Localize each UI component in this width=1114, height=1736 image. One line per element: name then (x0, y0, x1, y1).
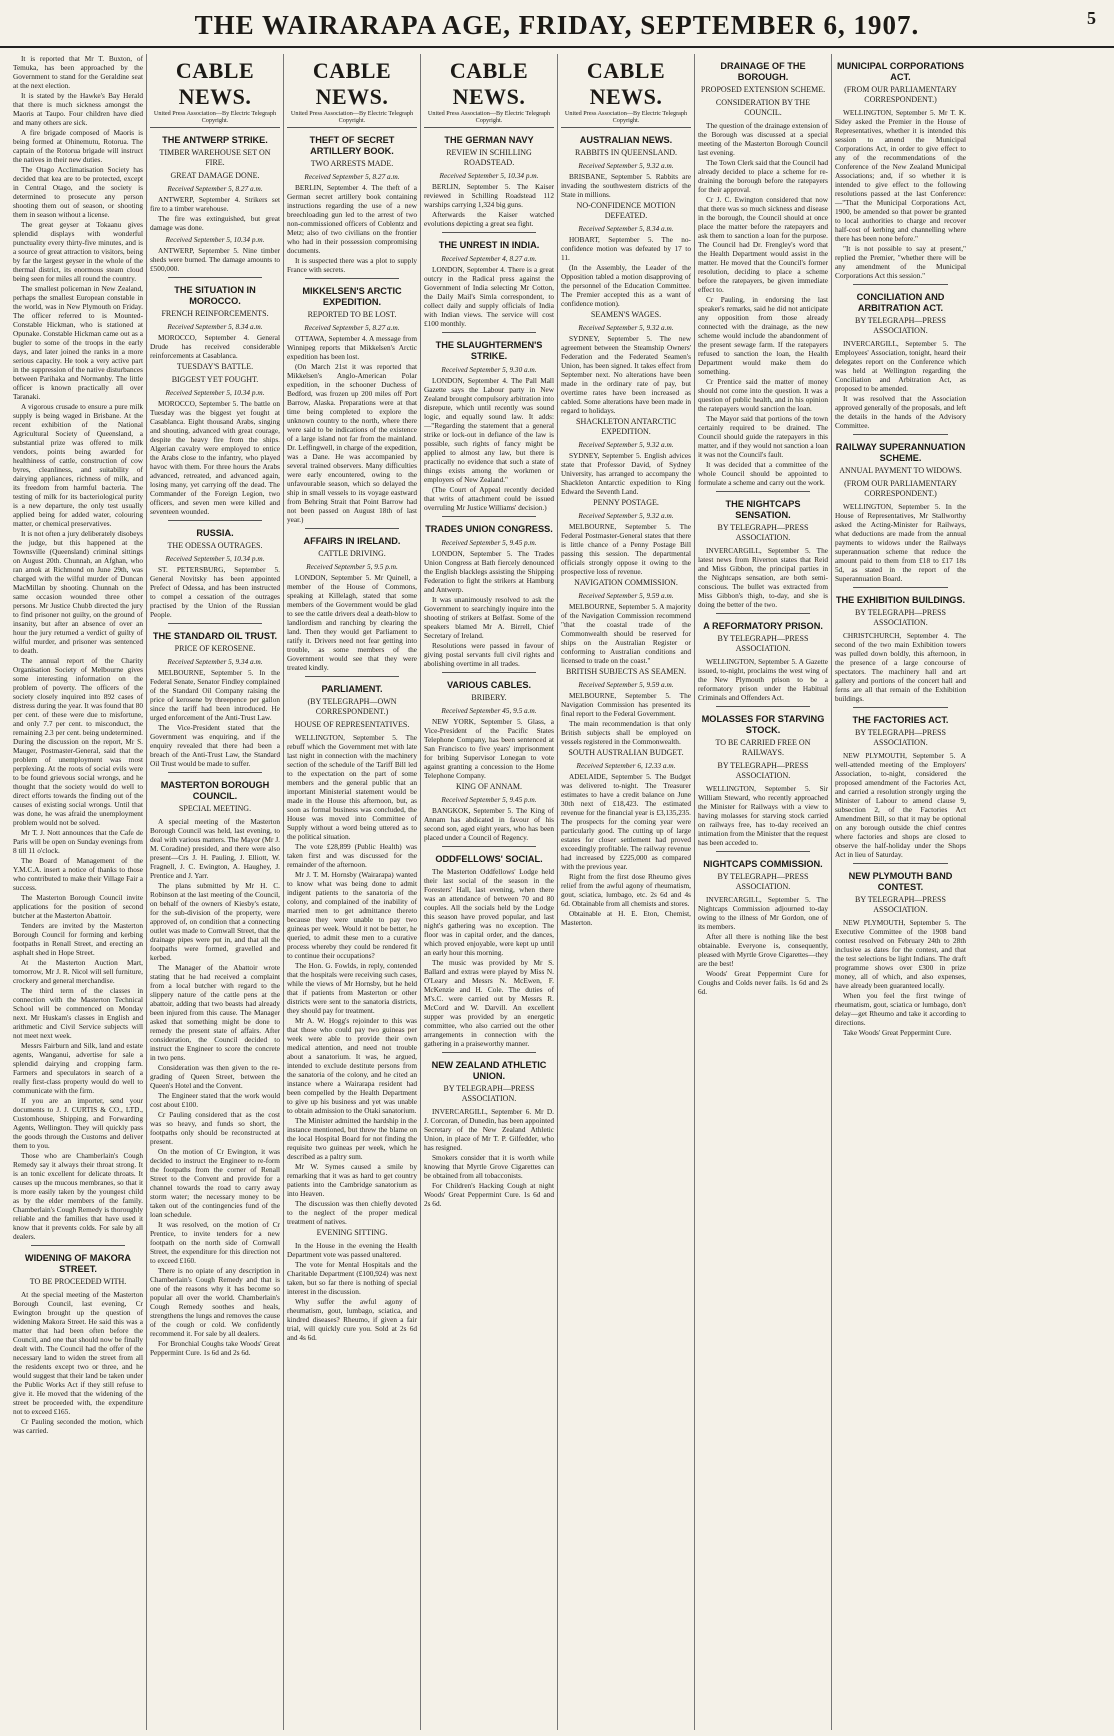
article-paragraph: BANGKOK, September 5. The King of Annam has abdicated in favour of his second son, aged eight years, who has been placed under a Council of Regency. (424, 806, 554, 842)
column-rule (168, 277, 262, 278)
article-headline: TRADES UNION CONGRESS. (425, 524, 553, 534)
received-dateline: Received September 6, 12.33 a.m. (576, 761, 676, 770)
article-subheading: PRICE OF KEROSENE. (174, 644, 256, 653)
article-paragraph: The fire was extinguished, but great damage was done. (150, 214, 280, 232)
article-paragraph: At the special meeting of the Masterton Borough Council, last evening, Cr Ewington brought up the question of widening Makora Street. He said this was a matter that had been often before the Council, and one that should now be finally dealt with. The Council had the offer of the necessary land to widen the street from all the residents except two or three, and he would suggest that their land be taken under the Public Works Act if they still refuse to give it. He moved that the widening of the street be proceeded with, the expenditure not to exceed £165. (13, 1290, 143, 1416)
article-paragraph: The Minister admitted the hardship in the instance mentioned, but threw the blame on the local Hospital Board for not finding the requisite two guineas per week, which he described as a paltry sum. (287, 1116, 417, 1161)
article-paragraph: Consideration was then given to the re-grading of Queen Street, between the Queen's Hotel and the Convent. (150, 1063, 280, 1090)
article-paragraph: ANTWERP, September 5. Nine timber sheds were burned. The damage amounts to £500,000. (150, 246, 280, 273)
article-paragraph: SYDNEY, September 5. English advices state that Professor David, of Sydney University, has arranged to accompany the Shackleton Antarctic expedition to King Edward the Seventh Land. (561, 451, 691, 496)
article-paragraph: "It is not possible to say at present," replied the Premier, "whether there will be any amendment of the Municipal Corporations Act this session." (835, 244, 966, 280)
cable-news-heading: CABLE NEWS. (175, 58, 255, 109)
article-paragraph: NEW PLYMOUTH, September 5. The Executive Committee of the 1908 band contest resolved on February 24th to 28th inclusive as dates for the contest, and that the test selections be light Indians. The draft programme shows over £300 in prize money, all of which, and also expenses, have already been guaranteed locally. (835, 918, 966, 990)
article-headline: CONCILIATION AND ARBITRATION ACT. (856, 292, 945, 313)
article-headline: THE ANTWERP STRIKE. (162, 135, 268, 145)
article-paragraph: It was decided that a committee of the whole Council should be appointed to formulate a scheme and carry out the work. (698, 460, 828, 487)
article-headline: THE EXHIBITION BUILDINGS. (835, 595, 966, 605)
column-1 (10, 54, 147, 1730)
article-subheading: PROPOSED EXTENSION SCHEME. (700, 85, 826, 94)
article-paragraph: CHRISTCHURCH, September 4. The second of the two main Exhibition towers was pulled down boldly, this afternoon, in the presence of a large concourse of spectators. The machinery hall and art gallery and portions of the concert hall and ferns are all that remain of the Exhibition buildings. (835, 631, 966, 703)
received-dateline: Received September 45, 9.5 a.m. (441, 706, 537, 715)
article-headline: THEFT OF SECRET ARTILLERY BOOK. (309, 135, 395, 156)
article-paragraph: NEW YORK, September 5. Glass, a Vice-President of the Pacific States Telephone Company, has been sentenced at San Francisco to five years' imprisonment for bribing Supervisor Lonegan to vote against granting a concession to the Home Telephone Company. (424, 717, 554, 780)
article-paragraph: Cr Prentice said the matter of money should not come into the question. It was a question of public health, and in his opinion the ratepayers would sanction the loan. (698, 377, 828, 413)
article-paragraph: SYDNEY, September 5. The new agreement between the Steamship Owners' Federation and the Federated Seamen's Union, has been signed. It takes effect from September next. No alterations have been made in the ordinary rate of pay, but overtime rates have been increased as cabled. Some alterations have been made in regard to holidays. (561, 334, 691, 415)
column-rule (442, 232, 536, 233)
received-dateline: Received September 5, 9.45 p.m. (441, 795, 537, 804)
article-paragraph: INVERCARGILL, September 5. The Employees' Association, tonight, heard their delegates report on the Conference which was held at Wellington regarding the Conciliation and Arbitration Act, as proposed to be amended. (835, 339, 966, 393)
article-subheading: SHACKLETON ANTARCTIC EXPEDITION. (576, 417, 676, 436)
received-dateline: Received September 5, 8.34 a.m. (578, 224, 674, 233)
article-paragraph: ST. PETERSBURG, September 5. General Novitsky has been appointed Prefect of Odessa, and has been instructed to compel a cessation of the outrages practised by the Union of the Russian People. (150, 565, 280, 619)
column-4 (421, 54, 558, 1730)
article-paragraph: INVERCARGILL, September 6. Mr D. J. Corcoran, of Dunedin, has been appointed Secretary of the New Zealand Athletic Union, in place of Mr T. P. Gilfedder, who has resigned. (424, 1107, 554, 1152)
received-dateline: Received September 5, 10.34 p.m. (165, 554, 265, 563)
received-dateline: Received September 5, 10.34 p.m. (439, 171, 539, 180)
column-7 (832, 54, 969, 1730)
article-paragraph: Cr Pauling, in endorsing the last speaker's remarks, said he did not anticipate any opposition from those already connected with the drainage, as the new scheme would include the abandonment of the present sewage farm. If the ratepayers refused to sanction the loan, the Health Department would make them do something. (698, 295, 828, 376)
received-dateline: Received September 5, 8.27 a.m. (304, 323, 400, 332)
article-paragraph: The annual report of the Charity Organisation Society of Melbourne gives some interesting information on the problem of poverty. The officers of the society closely inquired into 892 cases of distress during the year. It was found that 80 per cent. of these were due to misfortune, and only 7.7 per cent. to misconduct, the remaining 2.3 per cent. being undetermined. During the discussion on the report, Mr S. Mauger, Postmaster-General, said that the problem of unemployment was most perplexing. At the roots of social evils were to be found grievous social wrongs, and he thought that the society would do well to direct efforts towards the finding out of the causes of existing social wrongs. Until that was done, he was afraid the unemployment problem would not be solved. (13, 656, 143, 827)
article-subheading: (BY TELEGRAPH—OWN CORRESPONDENT.) (307, 697, 397, 716)
article-headline: THE SLAUGHTERMEN'S STRIKE. (435, 340, 543, 361)
column-rule (305, 528, 399, 529)
article-headline: AUSTRALIAN NEWS. (579, 135, 673, 145)
article-paragraph: Resolutions were passed in favour of giving postal servants full civil rights and abolishing overtime in all trades. (424, 641, 554, 668)
article-paragraph: The vote for Mental Hospitals and the Charitable Department (£100,924) was next taken, but so far there is nothing of special interest in the discussion. (287, 1260, 417, 1296)
article-paragraph: INVERCARGILL, September 5. The latest news from Riverton states that Reid and Miss Gibbon, the principal parties in the Nightcaps sensation, are both semi-conscious. The bullet was extracted from Miss Gibbon's thigh, to-day, and she is doing the better of the two. (698, 546, 828, 609)
article-subheading: CONSIDERATION BY THE COUNCIL. (715, 98, 811, 117)
article-subheading: FRENCH REINFORCEMENTS. (161, 309, 269, 318)
article-paragraph: If you are an importer, send your documents to J. J. CURTIS & CO., LTD., Customhouse, Shipping, and Forwarding Agents, Wellington. They will quickly pass the goods through the Customs and deliver them to you. (13, 1096, 143, 1150)
column-container (10, 54, 1106, 1730)
cable-news-heading: CABLE NEWS. (449, 58, 529, 109)
article-paragraph: MELBOURNE, September 5. The Navigation Commission has presented its final report to the Federal Government. (561, 691, 691, 718)
column-rule (853, 284, 948, 285)
article-paragraph: LONDON, September 4. The Pall Mall Gazette says the Labour party in New Zealand brought compulsory arbitration into disrepute, which until recently was sound logic, and equally sound law. It adds:—"Regarding the statement that a general strike or lock-out in defiance of the law is possible, such rights of fancy might be applied to almost any law, but there is practically no evidence that such a state of things exists among the workmen or employers of New Zealand." (424, 376, 554, 484)
agency-credit: United Press Association—By Electric Telegraph Copyright. (287, 110, 417, 128)
article-paragraph: WELLINGTON, September 5. The rebuff which the Government met with late last night in connection with the machinery section of the schedule of the Tariff Bill led to the expectation on the part of some members and the general public that an important Ministerial statement would be made in the House this afternoon, but, as soon as formal business was concluded, the House was moved into Committee of Supply without a word being uttered as to the political situation. (287, 733, 417, 841)
article-subheading: REVIEW IN SCHILLING ROADSTEAD. (446, 148, 532, 167)
article-subheading: TO BE PROCEEDED WITH. (29, 1277, 127, 1286)
article-subheading: BY TELEGRAPH—PRESS ASSOCIATION. (717, 761, 809, 780)
article-subheading: (FROM OUR PARLIAMENTARY CORRESPONDENT.) (844, 85, 957, 104)
column-rule (853, 707, 948, 708)
article-headline: NEW PLYMOUTH BAND CONTEST. (848, 871, 953, 892)
column-rule (168, 520, 262, 521)
column-rule (168, 772, 262, 773)
received-dateline: Received September 4, 8.27 a.m. (441, 254, 537, 263)
received-dateline: Received September 5, 9.32 a.m. (578, 440, 674, 449)
article-paragraph: It is reported that Mr T. Buxton, of Temuka, has been approached by the Government to stand for the Geraldine seat at the next election. (13, 54, 143, 90)
article-paragraph: It is stated by the Hawke's Bay Herald that there is much sickness amongst the Maoris at Taupo. Four children have died and many others are sick. (13, 91, 143, 127)
column-rule (716, 613, 810, 614)
article-subheading: BY TELEGRAPH—PRESS ASSOCIATION. (855, 608, 946, 627)
article-paragraph: A special meeting of the Masterton Borough Council was held, last evening, to deal with various matters. The Mayor (Mr J. M. Coradine) presided, and there were also present—Crs J. H. Pauling, J. Elliott, W. Fragnell, J. C. Ewington, A. Haughey, J. Prentice and J. Yarr. (150, 817, 280, 880)
column-rule (305, 676, 399, 677)
received-dateline: Received September 5, 9.30 a.m. (441, 365, 537, 374)
article-subheading: BY TELEGRAPH—PRESS ASSOCIATION. (855, 728, 946, 747)
article-paragraph: For Children's Hacking Cough at night Woods' Great Peppermint Cure. 1s 6d and 2s 6d. (424, 1181, 554, 1208)
article-paragraph: Mr W. Symes caused a smile by remarking that it was as hard to get country patients into the Cambridge sanatorium as into Heaven. (287, 1162, 417, 1198)
article-headline: NIGHTCAPS COMMISSION. (703, 859, 823, 869)
article-headline: MOLASSES FOR STARVING STOCK. (701, 714, 825, 735)
article-paragraph: Right from the first dose Rheumo gives relief from the awful agony of rheumatism, gout, sciatica, lumbago, etc. 2s 6d and 4s 6d. Obtainable from all chemists and stores. (561, 872, 691, 908)
article-headline: THE UNREST IN INDIA. (438, 240, 540, 250)
article-subheading: BY TELEGRAPH—PRESS ASSOCIATION. (855, 895, 946, 914)
received-dateline: Received September 5, 9.59 a.m. (578, 680, 674, 689)
article-subheading: BY TELEGRAPH—PRESS ASSOCIATION. (717, 872, 809, 891)
article-paragraph: Those who are Chamberlain's Cough Remedy say it always their throat strong. It is an tonic excellent for delicate throats. It causes up the mucous membranes, so that it is more easily taken by the youngest child as by the elder members of the family. Chamberlain's Cough Remedy is thoroughly reliable and the families that have used it know that it prevents colds. For sale by all dealers. (13, 1151, 143, 1241)
column-rule (168, 623, 262, 624)
article-subheading: GREAT DAMAGE DONE. (170, 171, 260, 180)
received-dateline: Received September 5, 10.34 p.m. (165, 388, 265, 397)
column-rule (442, 672, 536, 673)
page-number: 5 (1087, 8, 1096, 28)
column-rule (716, 851, 810, 852)
article-paragraph: LONDON, September 5. Mr Quinell, a member of the House of Commons, speaking at Killelagh, stated that some members of the Government would be glad to see the cattle drivers deal a death-blow to landlordism and ranching by clearing the land. Then they would get Parliament to ratify it. Drivers need not fear getting into trouble, as some members of the Government would see that they were treated kindly. (287, 573, 417, 672)
article-paragraph: For Bronchial Coughs take Woods' Great Peppermint Cure. 1s 6d and 2s 6d. (150, 1339, 280, 1357)
article-subheading: BY TELEGRAPH—PRESS ASSOCIATION. (443, 1084, 535, 1103)
article-paragraph: The Engineer stated that the work would cost about £100. (150, 1091, 280, 1109)
article-subheading: NAVIGATION COMMISSION. (574, 578, 678, 587)
article-paragraph: Mr T. J. Nott announces that the Cafe de Paris will be open on Sunday evenings from 8 till 11 o'clock. (13, 828, 143, 855)
article-paragraph: WELLINGTON, September 5. Mr T. K. Sidey asked the Premier in the House of Representatives, whether it is intended this session to amend the Municipal Corporations Act, in order to give effect to any of the recommendations of the Conference of the New Zealand Municipal Associations; and, if so whether it is intended to give effect to the following resolutions passed at the last Conference:—"That the Municipal Corporations Act, 1900, be amended so that power be granted to local authorities to charge and recover half-cost of kerbing and channelling where there has been none before." (835, 108, 966, 243)
article-subheading: BRIBERY. (471, 693, 507, 702)
article-paragraph: The Manager of the Abattoir wrote stating that he had received a complaint from a local butcher with regard to the slippery nature of the cattle pens at the abattoir, adding that two beasts had already been injured from this cause. The Manager asked that something might be done to remedy the present state of affairs. After consideration, the Council decided to instruct the Engineer to score the concrete in two pens. (150, 963, 280, 1062)
article-paragraph: The Town Clerk said that the Council had already decided to place a scheme for re-draining the borough before the ratepayers for their approval. (698, 158, 828, 194)
article-paragraph: It was resolved, on the motion of Cr Prentice, to invite tenders for a new footpath on the north side of Cornwall Street, the expenditure for this direction not to exceed £160. (150, 1220, 280, 1265)
article-headline: RAILWAY SUPERANNUATION SCHEME. (835, 442, 966, 463)
article-paragraph: (The Court of Appeal recently decided that writs of attachment could be issued overruling Mr Justice Williams' decision.) (424, 485, 554, 512)
article-paragraph: The question of the drainage extension of the Borough was discussed at a special meeting of the Masterton Borough Council last evening. (698, 121, 828, 157)
article-headline: THE STANDARD OIL TRUST. (152, 631, 278, 641)
article-paragraph: WELLINGTON, September 5. In the House of Representatives, Mr Stallworthy asked the Acting-Minister for Railways, what deductions are made from the annual payments to widows under the Railways superannuation scheme that reduce the amount paid to them from £18 to £17 18s 5d, as stated in the report of the Superannuation Board. (835, 502, 966, 583)
article-subheading: SEAMEN'S WAGES. (590, 310, 662, 319)
article-paragraph: It is not often a jury deliberately disobeys the judge, but this happened at the Townsville (Queensland) criminal sittings on August 20th. Chunnah, an Afghan, who ran amok at Richmond on June 29th, was charged with the wilful murder of Duncan MacMillan by shooting. Chunnah on the same occasion wounded three other persons. Mr Justice Chubb directed the jury to find prisoner not guilty, on the ground of insanity, but after an absence of over an hour the jury returned a verdict of guilty of wilful murder, and prisoner was sentenced to death. (13, 529, 143, 655)
article-paragraph: At the Masterton Auction Mart, tomorrow, Mr J. R. Nicol will sell furniture, crockery and general merchandise. (13, 958, 143, 985)
article-headline: THE SITUATION IN MOROCCO. (174, 285, 256, 306)
article-headline: RUSSIA. (196, 528, 234, 538)
article-paragraph: After all there is nothing like the best obtainable. Everyone is, consequently, pleased with Myrtle Grove Cigarettes—they are the best! (698, 932, 828, 968)
article-paragraph: A vigorous crusade to ensure a pure milk supply is being waged in Brisbane. At the recent exhibition of the National Agricultural Society of Queensland, a substantial prize was offered to milk vendors, points being awarded for healthiness of cattle, construction of cow byres, cleanliness, and suitability of dairying appliances, richness of milk, and its freedom from harmful bacteria. The testing of milk for its bacteriological purity is a new departure, the only test usually applied being for added water, colouring matter, or chemical preservatives. (13, 402, 143, 528)
column-rule (853, 863, 948, 864)
article-subheading: BRITISH SUBJECTS AS SEAMEN. (565, 667, 687, 676)
article-paragraph: MELBOURNE, September 5. In the Federal Senate, Senator Findley complained of the Standard Oil Company raising the price of kerosene by threepence per gallon since the tariff had been introduced. He urged enforcement of the Anti-Trust Law. (150, 668, 280, 722)
article-paragraph: The vote £28,899 (Public Health) was taken first and was discussed for the remainder of the afternoon. (287, 842, 417, 869)
article-subheading: BY TELEGRAPH—PRESS ASSOCIATION. (855, 316, 946, 335)
article-paragraph: ANTWERP, September 4. Strikers set fire to a timber warehouse. (150, 195, 280, 213)
article-subheading: CATTLE DRIVING. (318, 549, 386, 558)
article-paragraph: MOROCCO, September 4. General Drude has received considerable reinforcements at Casablanca. (150, 333, 280, 360)
article-subheading: KING OF ANNAM. (455, 782, 522, 791)
article-subheading: TUESDAY'S BATTLE. (176, 362, 254, 371)
column-6 (695, 54, 832, 1730)
article-headline: MIKKELSEN'S ARCTIC EXPEDITION. (302, 286, 402, 307)
article-subheading: PENNY POSTAGE. (593, 498, 659, 507)
agency-credit: United Press Association—By Electric Telegraph Copyright. (150, 110, 280, 128)
article-paragraph: HOBART, September 5. The no-confidence motion was defeated by 17 to 11. (561, 235, 691, 262)
column-rule (31, 1245, 125, 1246)
article-subheading: TIMBER WAREHOUSE SET ON FIRE. (159, 148, 271, 167)
article-headline: THE FACTORIES ACT. (852, 715, 949, 725)
article-paragraph: Afterwards the Kaiser watched evolutions depicting a great sea fight. (424, 210, 554, 228)
article-paragraph: When you feel the first twinge of rheumatism, gout, sciatica or lumbago, don't delay—get Rheumo and take it according to directions. (835, 991, 966, 1027)
article-paragraph: (In the Assembly, the Leader of the Opposition tabled a motion disapproving of the personnel of the Education Committee. The Premier accepted this as a want of confidence motion). (561, 263, 691, 308)
article-subheading: REPORTED TO BE LOST. (307, 310, 397, 319)
article-paragraph: Cr Pauling seconded the motion, which was carried. (13, 1417, 143, 1435)
article-headline: VARIOUS CABLES. (446, 680, 532, 690)
article-subheading: SOUTH AUSTRALIAN BUDGET. (568, 748, 684, 757)
column-rule (442, 846, 536, 847)
article-paragraph: It was unanimously resolved to ask the Government to searchingly inquire into the shooting of strikers at Belfast. Some of the speakers blamed Mr A. Birrell, Chief Secretary of Ireland. (424, 595, 554, 640)
article-paragraph: WELLINGTON, September 5. A Gazette issued, to-night, proclaims the west wing of the New Plymouth prison to be a reformatory prison under the Habitual Criminals and Offenders Act. (698, 657, 828, 702)
article-headline: MUNICIPAL CORPORATIONS ACT. (836, 61, 965, 82)
received-dateline: Received September 5, 9.45 p.m. (441, 538, 537, 547)
column-rule (853, 587, 948, 588)
article-subheading: SPECIAL MEETING. (178, 804, 252, 813)
received-dateline: Received September 5, 9.32 a.m. (578, 511, 674, 520)
article-headline: AFFAIRS IN IRELAND. (303, 536, 401, 546)
article-paragraph: The Masterton Borough Council invite applications for the position of second butcher at the Masterton Abattoir. (13, 893, 143, 920)
article-paragraph: A fire brigade composed of Maoris is being formed at Ohinemutu, Rotorua. The captain of the Rotorua brigade will instruct the natives in their new duties. (13, 128, 143, 164)
article-headline: WIDENING OF MAKORA STREET. (24, 1253, 132, 1274)
article-headline: NEW ZEALAND ATHLETIC UNION. (431, 1060, 547, 1081)
column-rule (442, 1052, 536, 1053)
article-subheading: BY TELEGRAPH—PRESS ASSOCIATION. (717, 523, 809, 542)
article-paragraph: The Board of Management of the Y.M.C.A. insert a notice of thanks to those who contributed to make their Village Fair a success. (13, 856, 143, 892)
article-paragraph: In the House in the evening the Health Department vote was passed unaltered. (287, 1241, 417, 1259)
article-paragraph: LONDON, September 4. There is a great outcry in the Radical press against the Government of India selecting Mr Cotton, the Daily Mail's Simla correspondent, to collect daily and supply officials of India with Indian views. The service will cost £100 monthly. (424, 265, 554, 328)
column-rule (442, 332, 536, 333)
column-rule (716, 491, 810, 492)
article-subheading: THE ODESSA OUTRAGES. (167, 541, 263, 550)
column-5 (558, 54, 695, 1730)
received-dateline: Received September 5, 8.27 a.m. (304, 172, 400, 181)
article-paragraph: NEW PLYMOUTH, September 5. A well-attended meeting of the Employers' Association, to-night, considered the proposed amendment of the Factories Act, and carried a resolution strongly urging the Minister of Labour to amend clause 9, subsection 2, of the Factories Act Amendment Bill, so that it may be optional on any borough outside the chief centres where factories and shops are closed to observe the half-holiday under the Shops Act in lieu of Saturday. (835, 751, 966, 859)
article-paragraph: The Otago Acclimatisation Society has decided that kea are to be protected, except in Central Otago, and the society is determined to prosecute any person shooting them out of season, or shooting them in season without a license. (13, 165, 143, 219)
article-paragraph: On the motion of Cr Ewington, it was decided to instruct the Engineer to re-form the footpaths from the corner of Renall Street to the Convent and provide for a channel towards the road to carry away storm water; the necessary money to be taken out of the contingencies fund of the loan schedule. (150, 1147, 280, 1219)
article-paragraph: Cr J. C. Ewington considered that now that there was so much sickness and disease in the borough, the Council should at once place the matter before the ratepayers and ask them to sanction a loan for the purpose. The Council had Dr. Frengley's word that the Health Department would assist in the matter. He moved that the Council's former resolution, deciding to place a scheme before the ratepayers, be given immediate effect to. (698, 195, 828, 294)
article-headline: ODDFELLOWS' SOCIAL. (435, 854, 543, 864)
article-paragraph: It was resolved that the Association approved generally of the proposals, and left the details in the hands of the Advisory Committee. (835, 394, 966, 430)
column-2 (147, 54, 284, 1730)
received-dateline: Received September 5, 8.27 a.m. (167, 184, 263, 193)
received-dateline: Received September 5, 9.59 a.m. (578, 591, 674, 600)
article-paragraph: Mr A. W. Hogg's rejoinder to this was that those who could pay two guineas per week were able to provide their own medical attention, and need not trouble about a sanatorium. It was, he argued, intended to exclude destitute persons from the sanatoria of the colony, and he cited an instance where a Wairarapa resident had been compelled by the Health Department to give up his business and yet was unable to obtain admission to the Otaki sanatorium. (287, 1016, 417, 1115)
article-subheading: BY TELEGRAPH—PRESS ASSOCIATION. (717, 634, 809, 653)
received-dateline: Received September 5, 9.32 a.m. (578, 161, 674, 170)
received-dateline: Received September 5, 9.5 p.m. (306, 562, 398, 571)
column-rule (853, 434, 948, 435)
masthead-title: THE WAIRARAPA AGE, FRIDAY, SEPTEMBER 6, 1907. (194, 10, 920, 40)
received-dateline: Received September 5, 10.34 p.m. (165, 235, 265, 244)
article-paragraph: Messrs Fairburn and Silk, land and estate agents, Wanganui, advertise for sale a splendid dairying and cropping farm. Farmers and speculators in search of a really first-class property would do well to communicate with the firm. (13, 1041, 143, 1095)
article-headline: PARLIAMENT. (321, 684, 383, 694)
article-headline: THE NIGHTCAPS SENSATION. (725, 499, 801, 520)
article-paragraph: LONDON, September 5. The Trades Union Congress at Bath fiercely denounced the English blacklegs assisting the Shipping Federation to fight the strikers at Hamburg and Antwerp. (424, 549, 554, 594)
article-paragraph: Woods' Great Peppermint Cure for Coughs and Colds never fails. 1s 6d and 2s 6d. (698, 969, 828, 996)
article-paragraph: The Masterton Oddfellows' Lodge held their last social of the season in the Foresters' Hall, last evening, when there was an attendance of between 70 and 80 couples. All the socials held by the Lodge this season have proved popular, and last night's gathering was no exception. The floor was in capital order, and the dances, which proved enjoyable, were kept up until an early hour this morning. (424, 867, 554, 957)
article-paragraph: The Hon. G. Fowlds, in reply, contended that the hospitals were receiving such cases, while the views of Mr Hornsby, but he held that if patients from Masterton or other districts were sent to the sanatoria districts, they should pay for treatment. (287, 961, 417, 1015)
article-paragraph: MOROCCO, September 5. The battle on Tuesday was the biggest yet fought at Casablanca. Eight thousand Arabs, singing and shouting, advanced with great courage, despite the heavy fire from the ships. Algerian cavalry were employed to entice the Arabs close to the infantry, who played havoc with them. For three hours the Arabs advanced, retreated, and advanced again, losing many, yet carrying off the dead. The Commander of the Foreign Legion, two officers, and seven men were killed and seventeen wounded. (150, 399, 280, 516)
article-paragraph: There is no opiate of any description in Chamberlain's Cough Remedy and that is one of the reasons why it has become so popular all over the world. Chamberlain's Cough Remedy soothes and heals, strengthens the lungs and removes the cause of the cough or cold. We confidently recommend it. For sale by all dealers. (150, 1266, 280, 1338)
article-paragraph: The smallest policeman in New Zealand, perhaps the smallest European constable in the world, was in New Plymouth on Friday. The officer referred to is Mounted-Constable Hickman, who is stationed at Opunake. Constable Hickman came out as a bugler to some of the troops in the early days, and later joined the ranks in a more serious capacity. He took a very active part in the suppression of the native disturbances between Parihaka and Normanby. The little officer is known practically all over Taranaki. (13, 284, 143, 401)
article-subheading: TO BE CARRIED FREE ON RAILWAYS. (715, 738, 811, 757)
article-subheading: EVENING SITTING. (316, 1228, 388, 1237)
article-headline: THE GERMAN NAVY (444, 135, 534, 145)
article-paragraph: The discussion was then chiefly devoted to the neglect of the proper medical treatment of natives. (287, 1199, 417, 1226)
article-paragraph: The Vice-President stated that the Government was enquiring, and if the enquiry revealed that there had been a breach of the Anti-Trust Law, the Standard Oil Trust would be made to suffer. (150, 723, 280, 768)
article-paragraph: It is suspected there was a plot to supply France with secrets. (287, 256, 417, 274)
article-paragraph: The Mayor said that portions of the town certainly required to be drained. The Council should guide the ratepayers in this matter, and if they would not sanction a loan it was not the Council's fault. (698, 414, 829, 459)
article-paragraph: Tenders are invited by the Masterton Borough Council for forming and kerbing footpaths in Renall Street, and erecting an asphalt shed in Hope Street. (13, 921, 143, 957)
article-paragraph: Why suffer the awful agony of rheumatism, gout, lumbago, sciatica, and kindred diseases? Rheumo, if given a fair trial, will quickly cure you. Sold at 2s 6d and 4s 6d. (287, 1297, 417, 1342)
article-paragraph: OTTAWA, September 4. A message from Winnipeg reports that Mikkelsen's Arctic expedition has been lost. (287, 334, 417, 361)
article-paragraph: The plans submitted by Mr H. C. Robinson at the last meeting of the Council, on behalf of the owners of Kiesby's estate, for the sub-division of the property, were approved of, on condition that a connecting outlet was made to Cornwall Street, that the drainage pipes were put in, and that all the footpaths were formed, gravelled and kerbed. (150, 881, 280, 962)
article-subheading: NO-CONFIDENCE MOTION DEFEATED. (576, 201, 676, 220)
article-paragraph: WELLINGTON, September 5. Sir William Steward, who recently approached the Minister for Railways with a view to having molasses for starving stock carried on railways free, has to-day received an intimation from the Minister that the request has been acceded to. (698, 784, 828, 847)
masthead (0, 0, 1114, 48)
article-subheading: HOUSE OF REPRESENTATIVES. (294, 720, 410, 729)
article-paragraph: MELBOURNE, September 5. A majority of the Navigation Commission recommend "that the coastal trade of the Commonwealth should be reserved for ships on the Australian Register or conforming to Australian conditions and licensed to trade on the coast." (561, 602, 691, 665)
article-paragraph: Take Woods' Great Peppermint Cure. (843, 1028, 952, 1037)
article-subheading: ANNUAL PAYMENT TO WIDOWS. (839, 466, 962, 475)
article-paragraph: (On March 21st it was reported that Mikkelsen's Anglo-American Polar expedition, in the schooner Duchess of Bedford, was frozen up 200 miles off Port Barrow, Alaska. Preparations were at that time being completed to explore the unknown country to the north, where there were said to be indications of the existence of a large island not far from the mainland. Dr. Leffingwell, in charge of the expedition, was a Dane. He was accompanied by several trained observers. Many difficulties were early encountered, owing to the unfavourable season, which so delayed the ship in small vessels to its voyage eastward from Behring Strait that Point Barrow had not been passed on August 18th of last year.) (287, 362, 417, 524)
article-headline: A REFORMATORY PRISON. (703, 621, 823, 631)
article-paragraph: Cr Pauling considered that as the cost was so heavy, and funds so short, the footpaths only should be reconstructed at present. (150, 1110, 280, 1146)
article-paragraph: Mr J. T. M. Hornsby (Wairarapa) wanted to know what was being done to admit indigent patients to the sanatoria of the colony, and complained of the inability of married men to get admittance thereto because they were unable to pay two guineas per week. Would it not be better, he queried, to admit these men to a curative process whereby they could be rendered fit to continue their occupations? (287, 870, 417, 960)
article-headline: MASTERTON BOROUGH COUNCIL. (160, 780, 270, 801)
article-paragraph: The main recommendation is that only British subjects shall be employed on vessels registered in the Commonwealth. (561, 719, 691, 746)
cable-news-heading: CABLE NEWS. (586, 58, 666, 109)
received-dateline: Received September 5, 8.34 a.m. (167, 322, 263, 331)
article-paragraph: Obtainable at H. E. Eton, Chemist, Masterton. (561, 909, 691, 927)
cable-news-heading: CABLE NEWS. (312, 58, 392, 109)
column-rule (716, 706, 810, 707)
article-paragraph: BERLIN, September 5. The Kaiser reviewed in Schilling Roadstead 112 warships carrying 1,324 big guns. (424, 182, 554, 209)
received-dateline: Received September 5, 9.32 a.m. (578, 323, 674, 332)
agency-credit: United Press Association—By Electric Telegraph Copyright. (561, 110, 691, 128)
article-paragraph: BERLIN, September 4. The theft of a German secret artillery book containing instructions regarding the use of a new breechloading gun led to the arrest of two non-commissioned officers of Coblentz and Metz; also of two civilians on the frontier who had in their possession compromising documents. (287, 183, 417, 255)
article-paragraph: The music was provided by Mr S. Ballard and extras were played by Miss N. O'Leary and Messrs N. McEwen, F. McKenzie and H. Cole. The duties of M's.C. were carried out by Messrs R. McCord and W. Darvill. An excellent supper was provided by an energetic committee, who also carried out the other arrangements in connection with the gathering in a praiseworthy manner. (424, 958, 554, 1048)
received-dateline: Received September 5, 9.34 a.m. (167, 657, 263, 666)
article-paragraph: INVERCARGILL, September 5. The Nightcaps Commission adjourned to-day owing to the illness of Mr Gordon, one of its members. (698, 895, 828, 931)
article-subheading: TWO ARRESTS MADE. (310, 159, 394, 168)
article-paragraph: ADELAIDE, September 5. The Budget was delivered to-night. The Treasurer estimates to have a credit balance on June 30th next of £18,423. The estimated revenue for the financial year is £3,135,235. The prospects for the coming year were particularly good. The cutting up of large estates for closer settlement had proved exceedingly profitable. The railway revenue had increased by £225,000 as compared with the previous year. (561, 772, 691, 871)
article-subheading: BIGGEST YET FOUGHT. (171, 375, 259, 384)
article-paragraph: MELBOURNE, September 5. The Federal Postmaster-General states that there is little chance of a Penny Postage Bill passing this session. The departmental officials strongly oppose it owing to the prospective loss of revenue. (561, 522, 691, 576)
article-subheading: RABBITS IN QUEENSLAND. (575, 148, 677, 157)
column-3 (284, 54, 421, 1730)
article-paragraph: The third term of the classes in connection with the Masterton Technical School will be commenced on Monday next. Mr Huskam's classes in English and arithmetic and Civil Service subjects will not meet next week. (13, 986, 143, 1040)
article-paragraph: The great geyser at Tokaanu gives splendid displays with wonderful punctuality every thirty-five minutes, and is a source of great attraction to visitors, being by far the largest geyser in the whole of the thermal district, its enormous steam cloud being seen for miles all round the country. (13, 220, 143, 283)
agency-credit: United Press Association—By Electric Telegraph Copyright. (424, 110, 554, 128)
article-headline: DRAINAGE OF THE BOROUGH. (720, 61, 806, 82)
article-paragraph: BRISBANE, September 5. Rabbits are invading the southwestern districts of the State in millions. (561, 172, 691, 199)
article-subheading: (FROM OUR PARLIAMENTARY CORRESPONDENT.) (844, 479, 957, 498)
column-rule (305, 278, 399, 279)
article-paragraph: Smokers consider that it is worth while knowing that Myrtle Grove Cigarettes can be obtained from all tobacconists. (424, 1153, 554, 1180)
column-rule (442, 516, 536, 517)
